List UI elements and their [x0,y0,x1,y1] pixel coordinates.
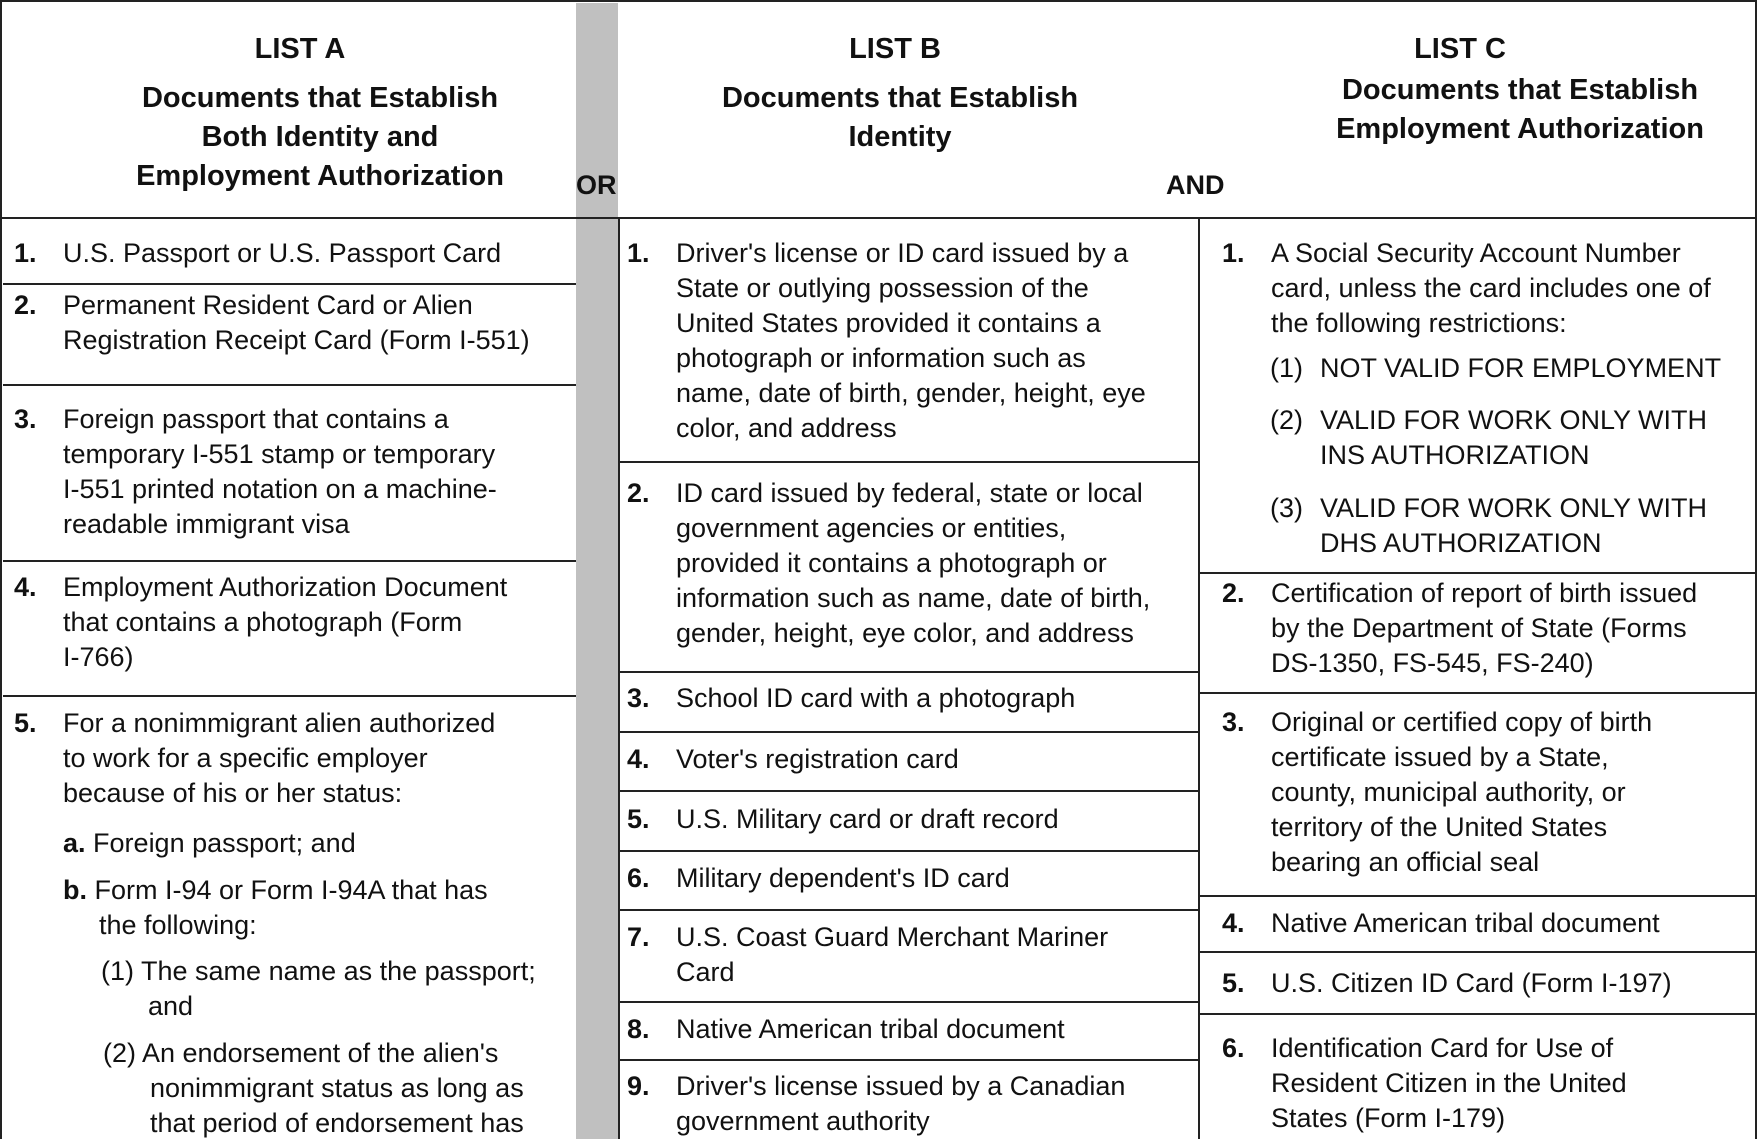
item-line: because of his or her status: [63,778,403,808]
item-line: Driver's license issued by a Canadian [676,1071,1126,1101]
item-text [1271,705,1652,880]
item-line: Voter's registration card [676,744,959,774]
item-number: 7. [627,922,650,952]
and-label: AND [1166,170,1225,200]
item-number: 2. [14,290,37,320]
list-b-heading-line: Identity [848,121,952,153]
item-line: card, unless the card includes one of [1271,273,1711,303]
item-text [63,402,497,542]
item-text [676,476,1150,651]
item-line: A Social Security Account Number [1271,238,1681,268]
item-line: gender, height, eye color, and address [676,618,1134,648]
item-number: 5. [14,708,37,738]
item-text [676,802,1059,837]
item-text [63,288,530,358]
restriction-text [1320,491,1707,561]
item-line: Driver's license or ID card issued by a [676,238,1129,268]
item-line: to work for a specific employer [63,743,428,773]
item-number: 5. [627,804,650,834]
item-text [676,1069,1125,1139]
item-text [1271,966,1672,1001]
item-number: 3. [1222,707,1245,737]
item-number: 5. [1222,968,1245,998]
item-line: ID card issued by federal, state or local [676,478,1143,508]
list-a-heading-line: Employment Authorization [136,160,504,192]
item-text [1271,906,1660,941]
list-b-row-divider [618,731,1198,733]
item-number: 6. [1222,1033,1245,1063]
list-a-heading-line: Documents that Establish [141,82,499,114]
item-line: by the Department of State (Forms [1271,613,1687,643]
list-a-header [100,30,540,196]
item-line: Registration Receipt Card (Form I-551) [63,325,530,355]
restriction-line: VALID FOR WORK ONLY WITH [1320,493,1708,523]
item-line: I-551 printed notation on a machine- [63,474,497,504]
item-text [63,570,507,675]
item-text [676,742,959,777]
restriction-text: NOT VALID FOR EMPLOYMENT [1320,353,1722,383]
item-line: U.S. Passport or U.S. Passport Card [63,238,502,268]
item-line: county, municipal authority, or [1271,777,1626,807]
item-text [1271,1031,1627,1136]
list-a-row-divider [3,695,576,697]
subitem-text: and [148,991,194,1021]
list-c-row-divider [1198,1013,1757,1015]
item-number: 2. [627,478,650,508]
list-c-row-divider [1198,692,1757,694]
list-c-row-divider [1198,951,1757,953]
item-text [63,706,495,811]
item-text [676,861,1010,896]
item-number: 3. [14,404,37,434]
list-b-row-divider [618,1059,1198,1061]
list-b-heading-line: Documents that Establish [721,82,1079,114]
list-a-row-divider [3,283,576,285]
item-line: School ID card with a photograph [676,683,1076,713]
subitem-label: a. [63,828,86,858]
item-line: the following restrictions: [1271,308,1567,338]
restriction-line: DHS AUTHORIZATION [1320,528,1602,558]
item-line: State or outlying possession of the [676,273,1089,303]
item-line: States (Form I-179) [1271,1103,1506,1133]
item-line: U.S. Coast Guard Merchant Mariner [676,922,1109,952]
item-number: 1. [627,238,650,268]
restriction-label: (3) [1270,493,1303,523]
subitem-text: (2) An endorsement of the alien's [103,1038,499,1068]
header-divider [0,217,1757,219]
item-number: 1. [14,238,37,268]
item-text [676,1012,1065,1047]
item-line: Employment Authorization Document [63,572,508,602]
restriction-label: (2) [1270,405,1303,435]
item-line: Resident Citizen in the United [1271,1068,1627,1098]
item-line: Certification of report of birth issued [1271,578,1698,608]
or-label: OR [576,170,617,200]
item-number: 1. [1222,238,1245,268]
item-line: Native American tribal document [1271,908,1660,938]
list-a-subitem-2 [103,1036,524,1141]
item-line: temporary I-551 stamp or temporary [63,439,496,469]
list-b-title: LIST B [849,33,941,65]
item-line: provided it contains a photograph or [676,548,1107,578]
item-line: color, and address [676,413,897,443]
subitem-text: Foreign passport; and [93,828,356,858]
item-line: name, date of birth, gender, height, eye [676,378,1146,408]
item-number: 8. [627,1014,650,1044]
restriction-line: INS AUTHORIZATION [1320,440,1590,470]
item-text [1271,236,1711,341]
item-text [1271,576,1697,681]
item-line: U.S. Citizen ID Card (Form I-197) [1271,968,1672,998]
list-c-restriction [1270,403,1708,470]
item-number: 4. [1222,908,1245,938]
list-c-heading-line: Employment Authorization [1336,113,1704,145]
subitem-text: (1) The same name as the passport; [101,956,536,986]
list-c-row-divider [1198,572,1757,574]
list-a-subitem-1 [101,954,536,1024]
item-line: For a nonimmigrant alien authorized [63,708,496,738]
item-text [63,236,501,271]
item-line: readable immigrant visa [63,509,350,539]
item-text [676,236,1146,446]
item-line: government agencies or entities, [676,513,1067,543]
restriction-line: VALID FOR WORK ONLY WITH [1320,405,1708,435]
item-line: Card [676,957,735,987]
item-line: Native American tribal document [676,1014,1065,1044]
restriction-text [1320,403,1707,473]
list-a-title: LIST A [254,33,346,65]
item-number: 3. [627,683,650,713]
list-b-row-divider [618,461,1198,463]
list-a-heading-line: Both Identity and [201,121,439,153]
item-number: 4. [14,572,37,602]
item-line: photograph or information such as [676,343,1086,373]
list-c-header [1280,30,1760,149]
list-c-restriction [1270,491,1708,558]
item-line: government authority [676,1106,930,1136]
list-b-row-divider [618,909,1198,911]
item-line: U.S. Military card or draft record [676,804,1059,834]
subitem-text: the following: [99,910,257,940]
item-line: DS-1350, FS-545, FS-240) [1271,648,1594,678]
list-b-header [680,30,1120,157]
item-line: Military dependent's ID card [676,863,1010,893]
item-line: information such as name, date of birth, [676,583,1151,613]
item-line: certificate issued by a State, [1271,742,1609,772]
item-line: bearing an official seal [1271,847,1540,877]
item-number: 6. [627,863,650,893]
item-line: Foreign passport that contains a [63,404,449,434]
item-line: Identification Card for Use of [1271,1033,1614,1063]
item-number: 4. [627,744,650,774]
item-line: that contains a photograph (Form [63,607,463,637]
list-a-subitem-a [63,826,356,861]
list-a-row-divider [3,384,576,386]
item-line: United States provided it contains a [676,308,1101,338]
item-number: 2. [1222,578,1245,608]
list-a-row-divider [3,560,576,562]
list-b-row-divider [618,1001,1198,1003]
list-b-row-divider [618,790,1198,792]
list-b-row-divider [618,671,1198,673]
list-c-heading-line: Documents that Establish [1341,74,1699,106]
item-line: Permanent Resident Card or Alien [63,290,473,320]
list-b-row-divider [618,850,1198,852]
list-c-left-border [1198,217,1200,1139]
list-c-restriction [1270,351,1722,386]
subitem-text: Form I-94 or Form I-94A that has [94,875,488,905]
item-line: I-766) [63,642,134,672]
list-c-title: LIST C [1414,33,1506,65]
list-a-subitem-b [63,873,488,943]
subitem-text: nonimmigrant status as long as [150,1073,524,1103]
subitem-text: that period of endorsement has [150,1108,524,1138]
item-line: Original or certified copy of birth [1271,707,1653,737]
subitem-label: b. [63,875,87,905]
list-c-row-divider [1198,895,1757,897]
item-text [676,681,1075,716]
item-number: 9. [627,1071,650,1101]
item-line: territory of the United States [1271,812,1608,842]
item-text [676,920,1108,990]
restriction-label: (1) [1270,353,1303,383]
